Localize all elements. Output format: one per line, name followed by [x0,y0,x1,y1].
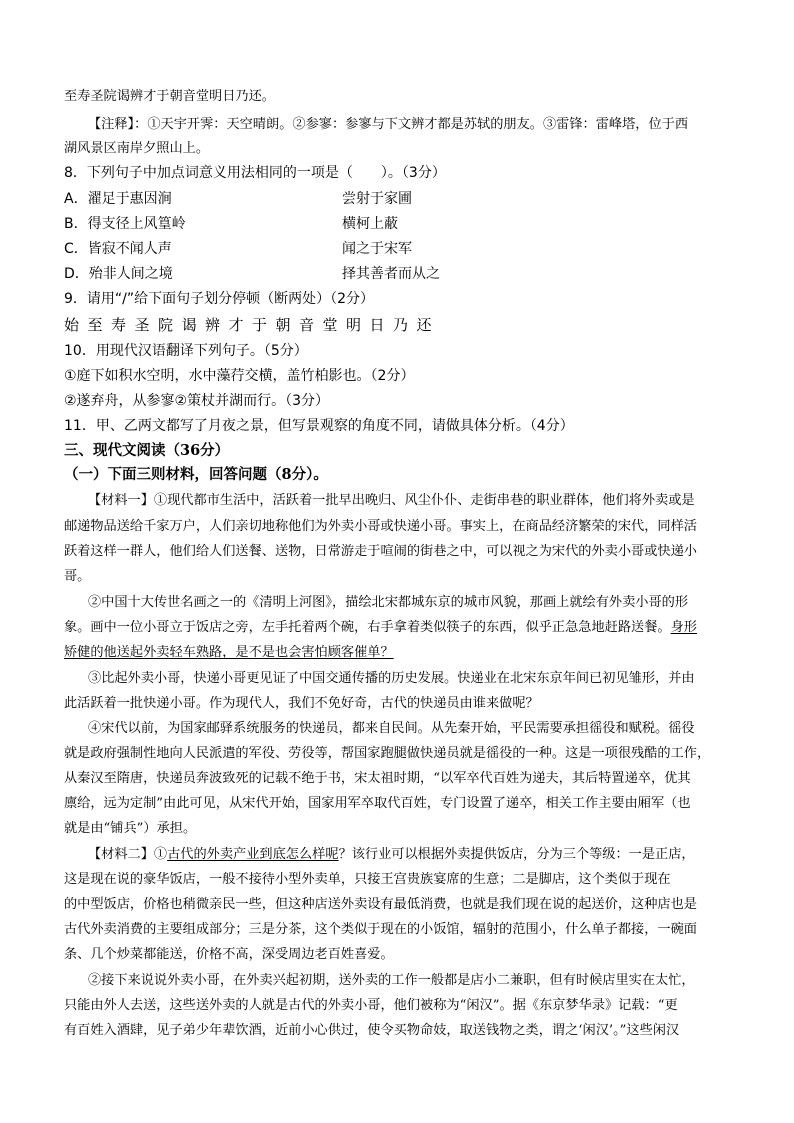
material1-underlined-phrase: 身形 [670,620,697,635]
question-10-stem: 10．用现代汉语翻译下列句子。（5分） [64,343,308,359]
q8-option-d-right: 择其善者而从之 [342,266,440,282]
q8-option-a-right: 尝射于家圃 [342,191,412,207]
material1-p1-line: 【材料一】①现代都市生活中，活跃着一批早出晚归、风尘仆仆、走街串巷的职业群体，他们将外卖或是 [88,493,695,508]
q8-option-d-left: D．殆非人间之境 [64,266,173,282]
section-title: 三、现代文阅读（36分） [64,442,230,459]
material2-p2-line: ②接下来说说外卖小哥，在外卖兴起初期，送外卖的工作一般都是店小二兼职，但有时候店里实在太忙， [88,973,695,988]
question-9-stem: 9．请用“/”给下面句子划分停顿（断两处）（2分） [64,291,375,307]
material1-p2-line: ②中国十大传世名画之一的《清明上河图》，描绘北宋都城东京的城市风貌，那画上就绘有外卖小哥的形 [88,595,689,610]
material1-p4-line: 就是由“铺兵”）承担。 [64,821,197,836]
q8-option-c-right: 闻之于宋军 [342,241,412,257]
notes-line-cont: 湖风景区南岸夕照山上。 [64,141,210,156]
material2-p1-line: 的中型饭店，价格也稍微亲民一些，但这种店送外卖设有最低消费，也就是我们现在说的起送价，这种店也是 [64,897,697,912]
material2-p1-line: 古代外卖消费的主要组成部分；三是分茶，这个类似于现在的小饭馆，辐射的范围小，什么单子都接，一碗面 [64,922,697,937]
notes-line: 【注释】：①天宇开霁：天空晴朗。②参寥：参寥与下文辨才都是苏轼的朋友。③雷锋：雷峰塔，位于西 [88,117,689,132]
section-subtitle: （一）下面三则材料，回答问题（8分）。 [64,466,328,483]
material1-p1-line: 邮递物品送给千家万户，人们亲切地称他们为外卖小哥或快递小哥。事实上，在商品经济繁荣的宋代，同样活 [64,519,697,534]
q8-option-a-left: A．濯足于惠因涧 [64,191,172,207]
material2-p1-line: 这是现在说的豪华饭店，一般不接待小型外卖单，只接王宫贵族宴席的生意；二是脚店，这个类似于现在 [64,872,671,887]
material1-p4-line: ④宋代以前，为国家邮驿系统服务的快递员，都来自民间。从先秦开始，平民需要承担徭役和赋税。徭役 [88,721,695,736]
question-11-stem: 11．甲、乙两文都写了月夜之景，但写景观察的角度不同，请做具体分析。（4分） [64,418,574,434]
material2-underlined-question: 古代的外卖产业到底怎么样呢 [167,847,339,862]
q10-item-1: ①庭下如积水空明，水中藻荇交横，盖竹柏影也。（2分） [64,368,415,384]
material1-p4-line: 就是政府强制性地向人民派遣的军役、劳役等，帮国家跑腿做快递员就是徭役的一种。这是一项很残酷的工作， [64,746,711,761]
question-8-stem: 8．下列句子中加点词意义用法相同的一项是（ ）。（3分） [64,165,446,181]
material2-p2-line: 只能由外人去送，这些送外卖的人就是古代的外卖小哥，他们被称为“闲汉”。据《东京梦华录》记载：“更 [64,998,678,1013]
q9-sentence: 始至寿圣院谒辨才于朝音堂明日乃还 [64,316,441,334]
q8-option-b-left: B．得支径上风篁岭 [64,216,186,232]
q8-option-c-left: C．皆寂不闻人声 [64,241,172,257]
material2-p1-tail: ？该行业可以根据外卖提供饭店，分为三个等级：一是正店， [338,847,695,862]
material1-p2-line [64,621,697,634]
material2-p2-line: 有百姓入酒肆，见子弟少年辈饮酒，近前小心供过，使令买物命妓，取送钱物之类，谓之‘闲汉’。”这些闲汉 [64,1023,680,1038]
material1-p1-line: 跃着这样一群人，他们给人们送餐、送物，日常游走于喧闹的街巷之中，可以视之为宋代的外卖小哥或快递小 [64,544,697,559]
material1-p4-line: 廪给，远为定制”由此可见，从宋代开始，国家用军卒取代百姓，专门设置了递卒，相关工作主要由厢军（也 [64,796,691,811]
material2-label: 【材料二】① [88,847,168,862]
material1-p2-text: 象。画中一位小哥立于饭店之旁，左手托着两个碗，右手拿着类似筷子的东西，似乎正急急地赶路送餐。 [64,620,671,635]
q8-option-b-right: 横柯上蔽 [342,216,398,232]
material1-underlined-sentence: 矫健的他送起外卖轻车熟路，是不是也会害怕顾客催单？ [64,645,394,660]
material2-p1-first-line [88,848,695,861]
passage-line: 至寿圣院谒辨才于朝音堂明日乃还。 [64,89,275,104]
q10-item-2: ②遂弃舟，从参寥②策杖并湖而行。（3分） [64,393,330,409]
material1-p4-line: 从秦汉至隋唐，快递员奔波致死的记载不绝于书，宋太祖时期，“以军卒代百姓为递夫，其后特置递卒，优其 [64,771,691,786]
material1-p3-line: 此活跃着一批快递小哥。作为现代人，我们不免好奇，古代的快递员由谁来做呢？ [64,696,539,711]
material2-p1-line: 条、几个炒菜都能送，价格不高，深受周边老百姓喜爱。 [64,947,394,962]
material1-p3-line: ③比起外卖小哥，快递小哥更见证了中国交通传播的历史发展。快递业在北宋东京年间已初见雏形，并由 [88,671,695,686]
material1-p1-line: 哥。 [64,569,91,584]
